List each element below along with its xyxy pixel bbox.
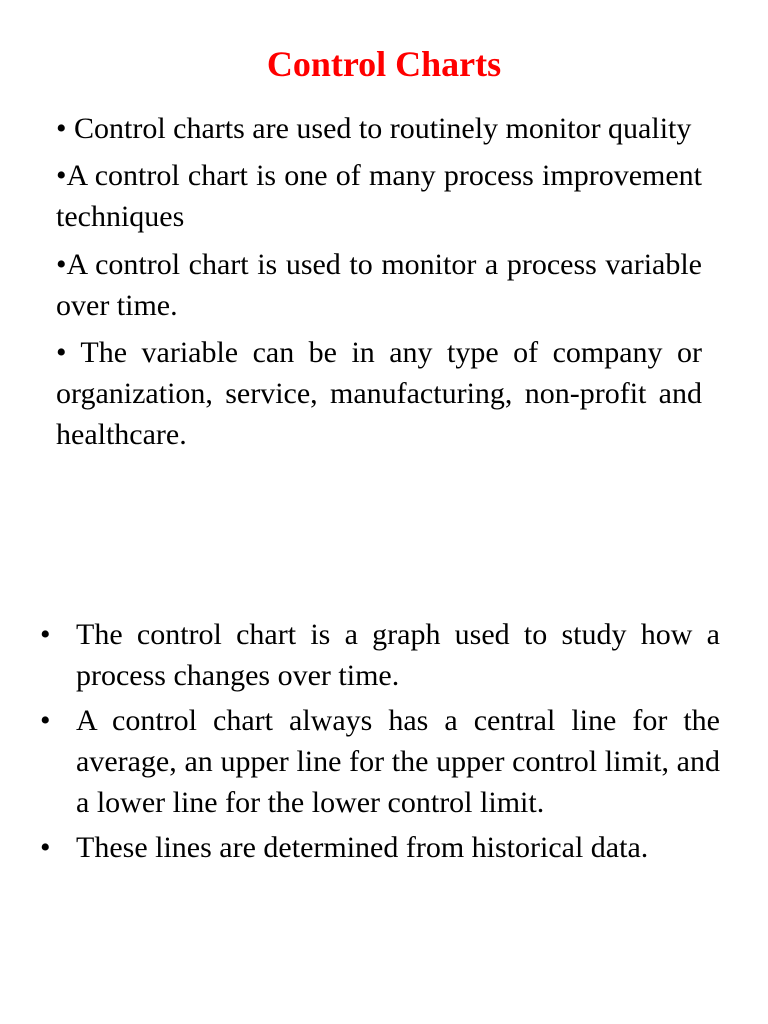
- bottom-bullet-list: [40, 614, 720, 872]
- top-paragraph-1: • Control charts are used to routinely monitor quality: [56, 112, 692, 145]
- top-bullet-section: [56, 108, 702, 461]
- bullet-glyph: •: [40, 704, 51, 737]
- list-item: [40, 827, 720, 868]
- list-item: [40, 614, 720, 696]
- list-item: [40, 700, 720, 823]
- top-paragraph-3: •A control chart is used to monitor a process variable over time.: [56, 248, 702, 322]
- list-item-text: These lines are determined from historical data.: [76, 831, 649, 864]
- bullet-glyph: •: [40, 618, 51, 651]
- page-title: Control Charts: [266, 44, 502, 84]
- top-paragraph-4: • The variable can be in any type of company or organization, service, manufacturing, non-profit and healthcare.: [56, 336, 702, 451]
- bullet-glyph: •: [40, 831, 51, 864]
- top-paragraph-2: •A control chart is one of many process improvement techniques: [56, 159, 702, 233]
- list-item-text: A control chart always has a central line for the average, an upper line for the upper control limit, and a lower line for the lower control limit.: [76, 704, 720, 819]
- list-item-text: The control chart is a graph used to study how a process changes over time.: [76, 618, 720, 692]
